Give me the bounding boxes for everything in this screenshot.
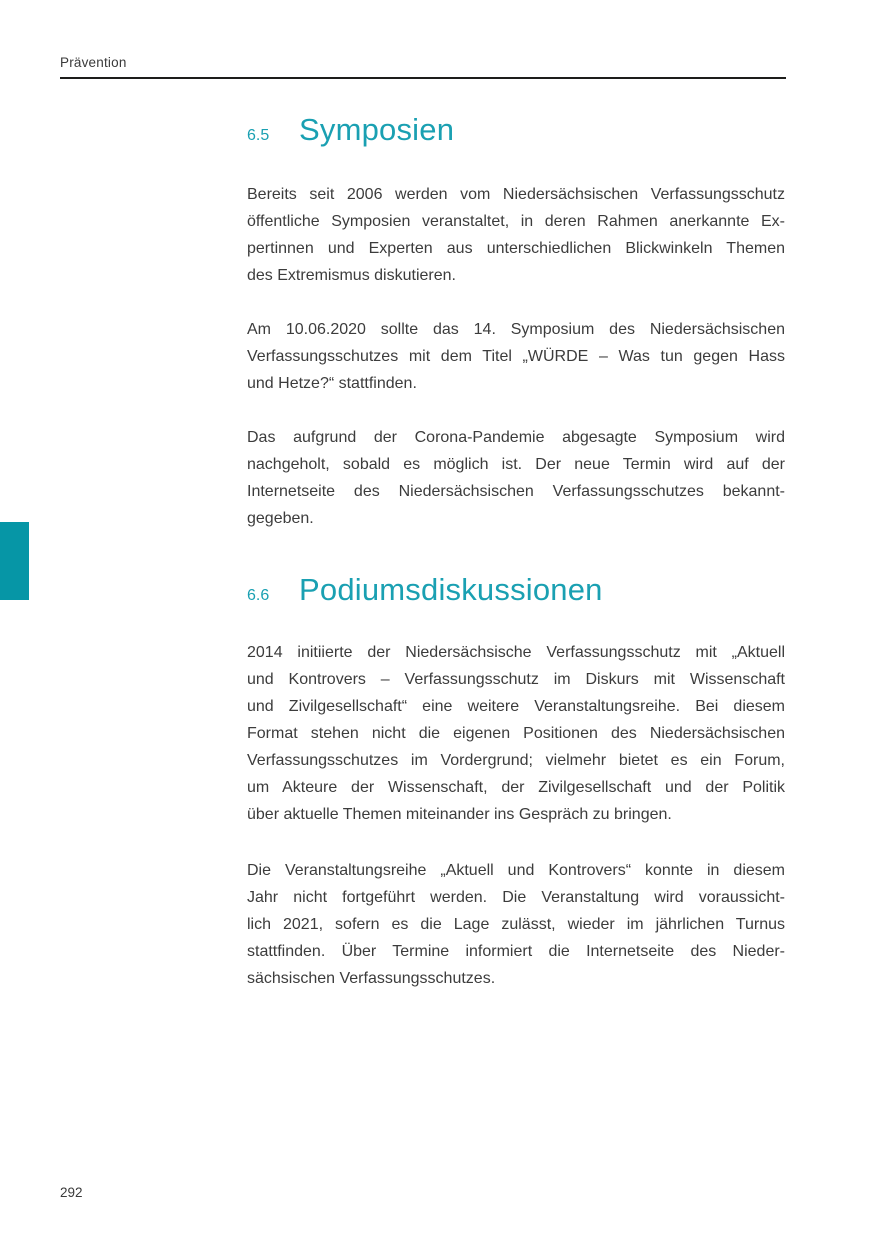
- section-title: Podiumsdiskussionen: [299, 572, 603, 607]
- text-line: Das aufgrund der Corona-Pandemie abgesagte Symposium wird: [247, 429, 785, 446]
- running-head: Prävention: [60, 55, 127, 70]
- text-line: Format stehen nicht die eigenen Positionen des Niedersächsischen: [247, 725, 785, 742]
- header-rule: [60, 77, 786, 79]
- text-line: Internetseite des Niedersächsischen Verfassungsschutzes bekannt-: [247, 483, 785, 500]
- text-line: und Kontrovers – Verfassungsschutz im Diskurs mit Wissenschaft: [247, 671, 785, 688]
- paragraph: [247, 424, 785, 532]
- text-line: öffentliche Symposien veranstaltet, in deren Rahmen anerkannte Ex-: [247, 213, 785, 230]
- page-number: 292: [60, 1185, 83, 1200]
- paragraph: [247, 181, 785, 289]
- section-number: 6.5: [247, 127, 270, 144]
- section-number: 6.6: [247, 587, 270, 604]
- text-line: Verfassungsschutzes mit dem Titel „WÜRDE – Was tun gegen Hass: [247, 348, 785, 365]
- text-line: Die Veranstaltungsreihe „Aktuell und Kontrovers“ konnte in diesem: [247, 862, 785, 879]
- text-line: 2014 initiierte der Niedersächsische Verfassungsschutz mit „Aktuell: [247, 644, 785, 661]
- text-line: Verfassungsschutzes im Vordergrund; vielmehr bietet es ein Forum,: [247, 752, 785, 769]
- text-line: stattfinden. Über Termine informiert die Internetseite des Nieder-: [247, 943, 785, 960]
- text-line: sächsischen Verfassungsschutzes.: [247, 970, 496, 987]
- text-line: Am 10.06.2020 sollte das 14. Symposium des Niedersächsischen: [247, 321, 785, 338]
- text-line: nachgeholt, sobald es möglich ist. Der neue Termin wird auf der: [247, 456, 785, 473]
- text-line: und Zivilgesellschaft“ eine weitere Veranstaltungsreihe. Bei diesem: [247, 698, 785, 715]
- text-line: gegeben.: [247, 510, 314, 527]
- text-line: des Extremismus diskutieren.: [247, 267, 456, 284]
- paragraph: [247, 316, 785, 397]
- text-line: Jahr nicht fortgeführt werden. Die Veranstaltung wird voraussicht-: [247, 889, 785, 906]
- text-line: und Hetze?“ stattfinden.: [247, 375, 417, 392]
- text-line: Bereits seit 2006 werden vom Niedersächsischen Verfassungsschutz: [247, 186, 785, 203]
- paragraph: [247, 857, 785, 992]
- paragraph: [247, 639, 785, 828]
- section-heading-6-6: [247, 572, 785, 608]
- section-heading-6-5: [247, 112, 785, 148]
- text-line: über aktuelle Themen miteinander ins Gespräch zu bringen.: [247, 806, 672, 823]
- chapter-side-tab: [0, 522, 29, 600]
- text-line: pertinnen und Experten aus unterschiedlichen Blickwinkeln Themen: [247, 240, 785, 257]
- text-line: um Akteure der Wissenschaft, der Zivilgesellschaft und der Politik: [247, 779, 785, 796]
- section-title: Symposien: [299, 112, 455, 147]
- text-line: lich 2021, sofern es die Lage zulässt, wieder im jährlichen Turnus: [247, 916, 785, 933]
